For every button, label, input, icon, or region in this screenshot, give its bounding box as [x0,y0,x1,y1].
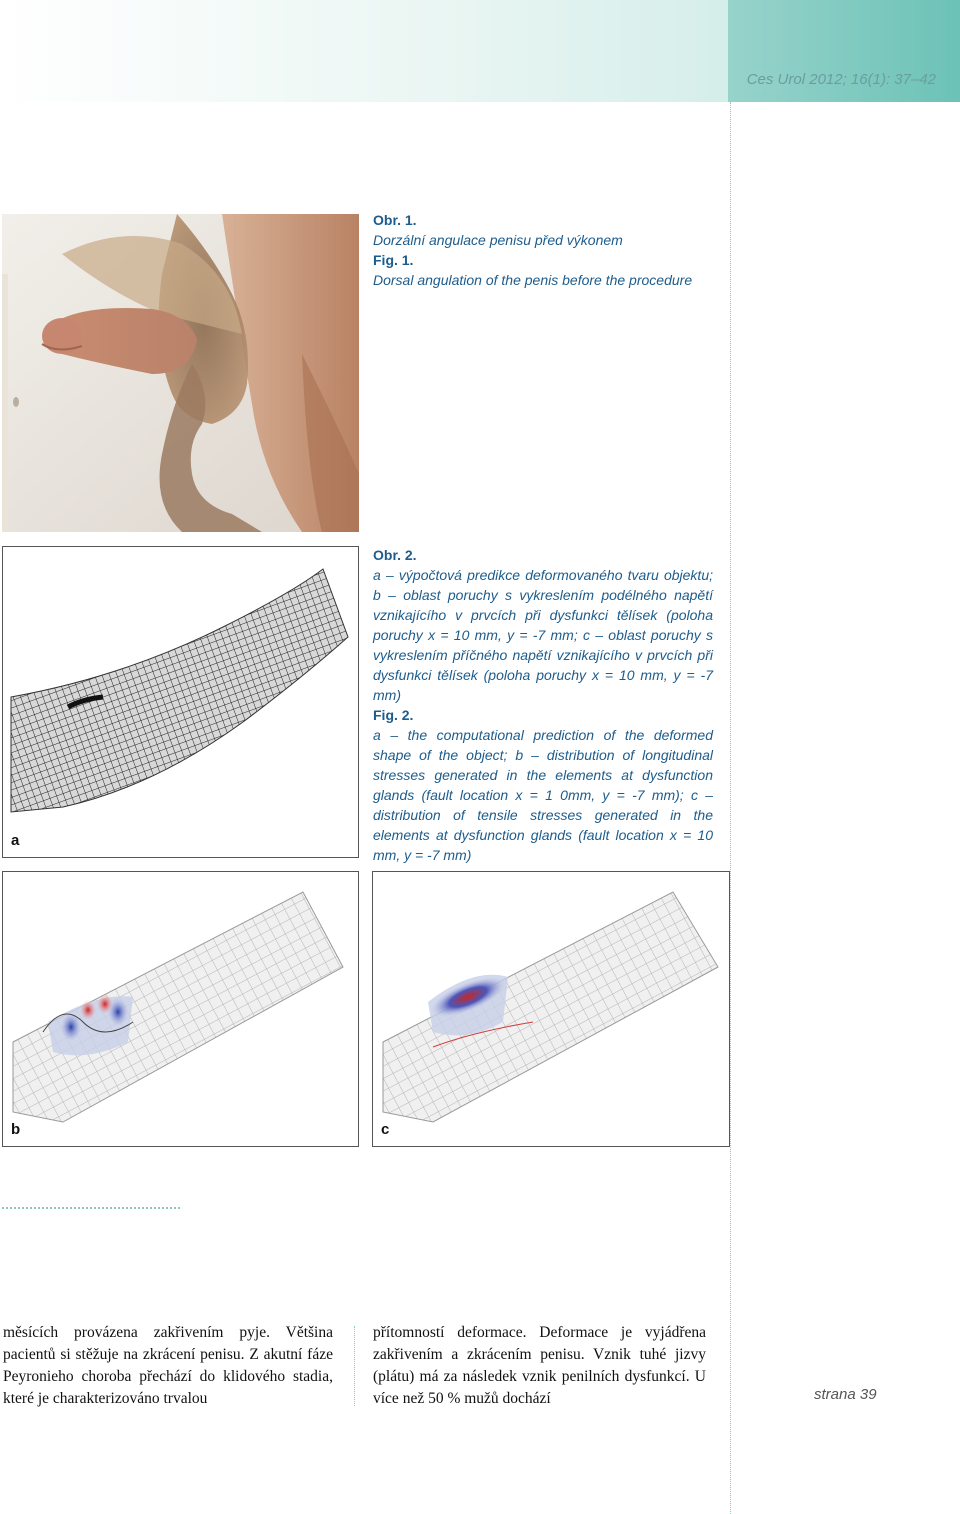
figure1-photo [2,214,359,532]
journal-reference: Ces Urol 2012; 16(1): 37–42 [746,71,936,88]
column-divider [354,1326,355,1406]
figure1-label-en: Fig. 1. [373,252,414,268]
figure2-panel-b-label: b [11,1121,21,1138]
figure1-caption-en: Dorsal angulation of the penis before the procedure [373,272,693,288]
figure1-caption [373,210,713,290]
figure2-label-en: Fig. 2. [373,707,414,723]
figure1-caption-cz: Dorzální angulace penisu před výkonem [373,232,623,248]
figure2-label-cz: Obr. 2. [373,547,417,563]
body-column-left: měsících provázena zakřivením pyje. Většina pacientů si stěžuje na zkrácení penisu. Z akutní fáze Peyronieho choroba přechází do klidového stadia, které je charakterizováno trvalou [3,1324,333,1407]
figure1-label-cz: Obr. 1. [373,212,417,228]
figure2-caption [373,545,713,865]
figure2-panel-b [2,871,359,1147]
figure2-panel-c-label: c [381,1121,390,1138]
figure2-caption-cz: a – výpočtová predikce deformovaného tvaru objektu; b – oblast poruchy s vykreslením podélného napětí vznikajícího v prvcích při dysfunkci tělísek (poloha poruchy x = 10 mm, y = -7 mm; c – oblast poruchy s vykreslením příčného napětí vznikajícího v prvcích při dysfunkci tělísek (poloha poruchy x = 10 mm, y = -7 mm) [373,567,713,703]
figure2-panel-a-label: a [11,832,20,849]
section-divider [2,1207,180,1209]
body-column-right: přítomností deformace. Deformace je vyjádřena zakřivením a zkrácením penisu. Vznik tuhé jizvy (plátu) má za následek vznik penilních dysfunkcí. U více než 50 % mužů dochází [373,1324,706,1407]
margin-divider [730,102,731,1514]
header-band-fade [0,0,728,102]
page-number: strana 39 [814,1386,877,1403]
figure2-panel-a [2,546,359,858]
figure2-panel-c [372,871,730,1147]
figure2-caption-en: a – the computational prediction of the deformed shape of the object; b – distribution of longitudinal stresses generated in the elements at dysfunction glands (fault location x = 1 0mm, y = -7 mm); c – distribution of tensile stresses generated in the elements at dysfunction glands (fault location x = 10 mm, y = -7 mm) [373,727,713,863]
